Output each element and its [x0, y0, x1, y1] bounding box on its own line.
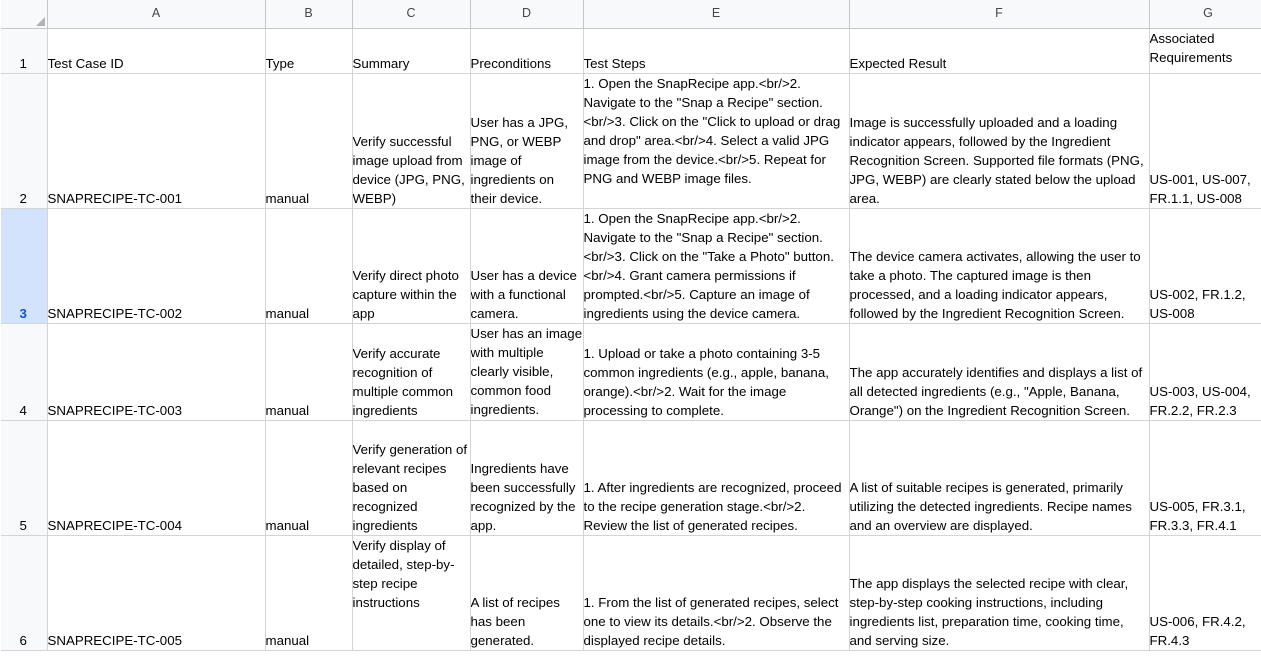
cell-c4[interactable]: Verify accurate recognition of multiple common ingredients: [352, 323, 470, 420]
cell-e4[interactable]: 1. Upload or take a photo containing 3-5 common ingredients (e.g., apple, banana, orange).<br/>2. Wait for the image processing to complete.: [583, 323, 849, 420]
cell-a1[interactable]: Test Case ID: [47, 28, 265, 73]
cell-f2[interactable]: Image is successfully uploaded and a loading indicator appears, followed by the Ingredient Recognition Screen. Supported file formats (PNG, JPG, WEBP) are clearly stated below the upload area.: [849, 73, 1149, 208]
table-row: [0, 323, 1261, 420]
select-all-corner[interactable]: [0, 0, 47, 28]
cell-g5[interactable]: US-005, FR.3.1, FR.3.3, FR.4.1: [1149, 420, 1261, 535]
column-header-b[interactable]: B: [265, 0, 352, 28]
cell-b4[interactable]: manual: [265, 323, 352, 420]
cell-e3[interactable]: 1. Open the SnapRecipe app.<br/>2. Navigate to the "Snap a Recipe" section.<br/>3. Click on the "Take a Photo" button.<br/>4. Grant camera permissions if prompted.<br/>5. Capture an image of ingredients using the device camera.: [583, 208, 849, 323]
cell-a6[interactable]: SNAPRECIPE-TC-005: [47, 535, 265, 650]
column-header-f[interactable]: F: [849, 0, 1149, 28]
cell-f3[interactable]: The device camera activates, allowing the user to take a photo. The captured image is then processed, and a loading indicator appears, followed by the Ingredient Recognition Screen.: [849, 208, 1149, 323]
row-header-4[interactable]: 4: [0, 323, 47, 420]
row-header-5[interactable]: 5: [0, 420, 47, 535]
cell-b6[interactable]: manual: [265, 535, 352, 650]
cell-e2[interactable]: 1. Open the SnapRecipe app.<br/>2. Navigate to the "Snap a Recipe" section.<br/>3. Click on the "Click to upload or drag and drop" area.<br/>4. Select a valid JPG image from the device.<br/>5. Repeat for PNG and WEBP image files.: [583, 73, 849, 208]
cell-d5[interactable]: Ingredients have been successfully recognized by the app.: [470, 420, 583, 535]
column-header-d[interactable]: D: [470, 0, 583, 28]
table-row: [0, 420, 1261, 535]
cell-a5[interactable]: SNAPRECIPE-TC-004: [47, 420, 265, 535]
cell-b5[interactable]: manual: [265, 420, 352, 535]
cell-f1[interactable]: Expected Result: [849, 28, 1149, 73]
cell-d3[interactable]: User has a device with a functional camera.: [470, 208, 583, 323]
table-row: [0, 208, 1261, 323]
table-row: [0, 535, 1261, 650]
cell-b2[interactable]: manual: [265, 73, 352, 208]
cell-b1[interactable]: Type: [265, 28, 352, 73]
cell-d4[interactable]: User has an image with multiple clearly visible, common food ingredients.: [470, 323, 583, 420]
cell-c5[interactable]: Verify generation of relevant recipes based on recognized ingredients: [352, 420, 470, 535]
cell-c6[interactable]: Verify display of detailed, step-by-step recipe instructions: [352, 535, 470, 650]
column-header-row: [0, 0, 1261, 28]
row-header-2[interactable]: 2: [0, 73, 47, 208]
column-header-e[interactable]: E: [583, 0, 849, 28]
cell-f6[interactable]: The app displays the selected recipe with clear, step-by-step cooking instructions, including ingredients list, preparation time, cooking time, and serving size.: [849, 535, 1149, 650]
cell-a4[interactable]: SNAPRECIPE-TC-003: [47, 323, 265, 420]
cell-b3[interactable]: manual: [265, 208, 352, 323]
cell-g2[interactable]: US-001, US-007, FR.1.1, US-008: [1149, 73, 1261, 208]
cell-a2[interactable]: SNAPRECIPE-TC-001: [47, 73, 265, 208]
cell-c3[interactable]: Verify direct photo capture within the app: [352, 208, 470, 323]
cell-d6[interactable]: A list of recipes has been generated.: [470, 535, 583, 650]
column-header-g[interactable]: G: [1149, 0, 1261, 28]
row-header-1[interactable]: 1: [0, 28, 47, 73]
cell-c2[interactable]: Verify successful image upload from device (JPG, PNG, WEBP): [352, 73, 470, 208]
cell-e1[interactable]: Test Steps: [583, 28, 849, 73]
table-row: [0, 73, 1261, 208]
cell-g1[interactable]: Associated Requirements: [1149, 28, 1261, 73]
cell-g3[interactable]: US-002, FR.1.2, US-008: [1149, 208, 1261, 323]
row-header-3[interactable]: 3: [0, 208, 47, 323]
cell-e5[interactable]: 1. After ingredients are recognized, proceed to the recipe generation stage.<br/>2. Review the list of generated recipes.: [583, 420, 849, 535]
cell-g4[interactable]: US-003, US-004, FR.2.2, FR.2.3: [1149, 323, 1261, 420]
table-row: [0, 28, 1261, 73]
cell-f5[interactable]: A list of suitable recipes is generated, primarily utilizing the detected ingredients. Recipe names and an overview are displayed.: [849, 420, 1149, 535]
cell-a3[interactable]: SNAPRECIPE-TC-002: [47, 208, 265, 323]
cell-c1[interactable]: Summary: [352, 28, 470, 73]
cell-f4[interactable]: The app accurately identifies and displays a list of all detected ingredients (e.g., "Apple, Banana, Orange") on the Ingredient Recognition Screen.: [849, 323, 1149, 420]
column-header-c[interactable]: C: [352, 0, 470, 28]
cell-d2[interactable]: User has a JPG, PNG, or WEBP image of ingredients on their device.: [470, 73, 583, 208]
corner-triangle-icon: [36, 17, 45, 26]
cell-g6[interactable]: US-006, FR.4.2, FR.4.3: [1149, 535, 1261, 650]
column-header-a[interactable]: A: [47, 0, 265, 28]
cell-e6[interactable]: 1. From the list of generated recipes, select one to view its details.<br/>2. Observe the displayed recipe details.: [583, 535, 849, 650]
cell-d1[interactable]: Preconditions: [470, 28, 583, 73]
row-header-6[interactable]: 6: [0, 535, 47, 650]
